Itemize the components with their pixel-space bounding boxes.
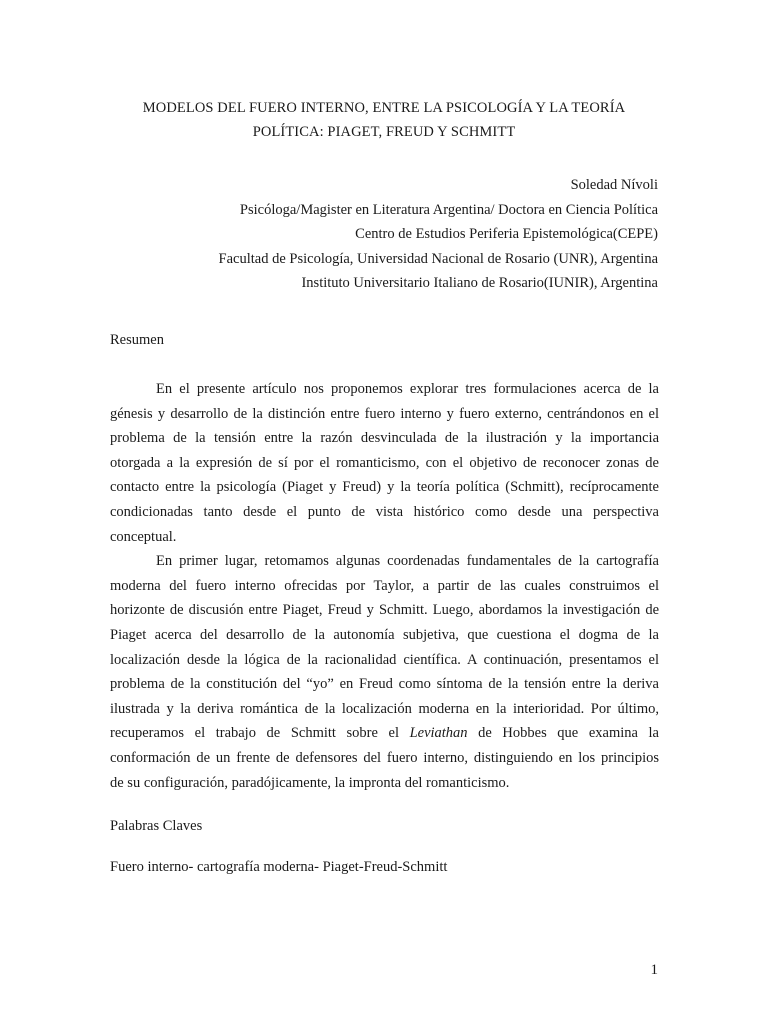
abstract-line: otorgada a la expresión de sí por el romanticismo, con el objetivo de reconocer zonas de <box>110 454 659 471</box>
title-line-1: MODELOS DEL FUERO INTERNO, ENTRE LA PSICOLOGÍA Y LA TEORÍA <box>142 100 626 116</box>
abstract-line: conceptual. <box>110 528 177 545</box>
abstract-line: ilustrada y la deriva romántica de la localización moderna en la interioridad. Por último, <box>110 700 659 717</box>
abstract-line: génesis y desarrollo de la distinción entre fuero interno y fuero externo, centrándonos en el <box>110 405 659 422</box>
abstract-line: contacto entre la psicología (Piaget y Freud) y la teoría política (Schmitt), recíprocamente <box>110 479 659 496</box>
abstract-line: problema de la constitución del “yo” en Freud como síntoma de la tensión entre la deriva <box>110 676 659 693</box>
author-center: Centro de Estudios Periferia Epistemológica(CEPE) <box>355 226 658 242</box>
author-block <box>219 173 658 296</box>
author-institute: Instituto Universitario Italiano de Rosario(IUNIR), Argentina <box>301 275 658 291</box>
leviathan-italic: Leviathan <box>409 725 468 742</box>
abstract-line: problema de la tensión entre la razón desvinculada de la ilustración y la importancia <box>110 430 659 447</box>
keywords-text: Fuero interno- cartografía moderna- Piaget-Freud-Schmitt <box>110 859 448 875</box>
leviathan-before: recuperamos el trabajo de Schmitt sobre el <box>110 725 410 742</box>
abstract-line: moderna del fuero interno ofrecidas por Taylor, a partir de las cuales construimos el <box>110 577 659 594</box>
abstract-line: En el presente artículo nos proponemos explorar tres formulaciones acerca de la <box>156 381 659 397</box>
abstract-line: localización desde la lógica de la racionalidad científica. A continuación, presentamos el <box>110 651 659 668</box>
abstract-line: Piaget acerca del desarrollo de la autonomía subjetiva, que cuestiona el dogma de la <box>110 626 659 643</box>
title-line-2: POLÍTICA: PIAGET, FREUD Y SCHMITT <box>252 124 516 140</box>
author-role: Psicóloga/Magister en Literatura Argentina/ Doctora en Ciencia Política <box>239 201 658 218</box>
abstract-body <box>110 377 659 795</box>
abstract-line: de su configuración, paradójicamente, la impronta del romanticismo. <box>110 774 510 791</box>
leviathan-after: de Hobbes que examina la <box>467 725 659 742</box>
abstract-line-leviathan <box>110 721 659 746</box>
paper-title <box>100 96 668 144</box>
abstract-line: En primer lugar, retomamos algunas coordenadas fundamentales de la cartografía <box>156 553 659 570</box>
abstract-line: condicionadas tanto desde el punto de vista histórico como desde una perspectiva <box>110 503 659 520</box>
abstract-line: horizonte de discusión entre Piaget, Freud y Schmitt. Luego, abordamos la investigación de <box>110 602 659 619</box>
abstract-line: conformación de un frente de defensores del fuero interno, distinguiendo en los principios <box>110 749 659 766</box>
author-name: Soledad Nívoli <box>570 177 658 193</box>
author-faculty: Facultad de Psicología, Universidad Nacional de Rosario (UNR), Argentina <box>218 250 658 267</box>
keywords-heading: Palabras Claves <box>110 818 203 834</box>
page-number: 1 <box>650 962 658 978</box>
abstract-heading: Resumen <box>110 332 164 348</box>
